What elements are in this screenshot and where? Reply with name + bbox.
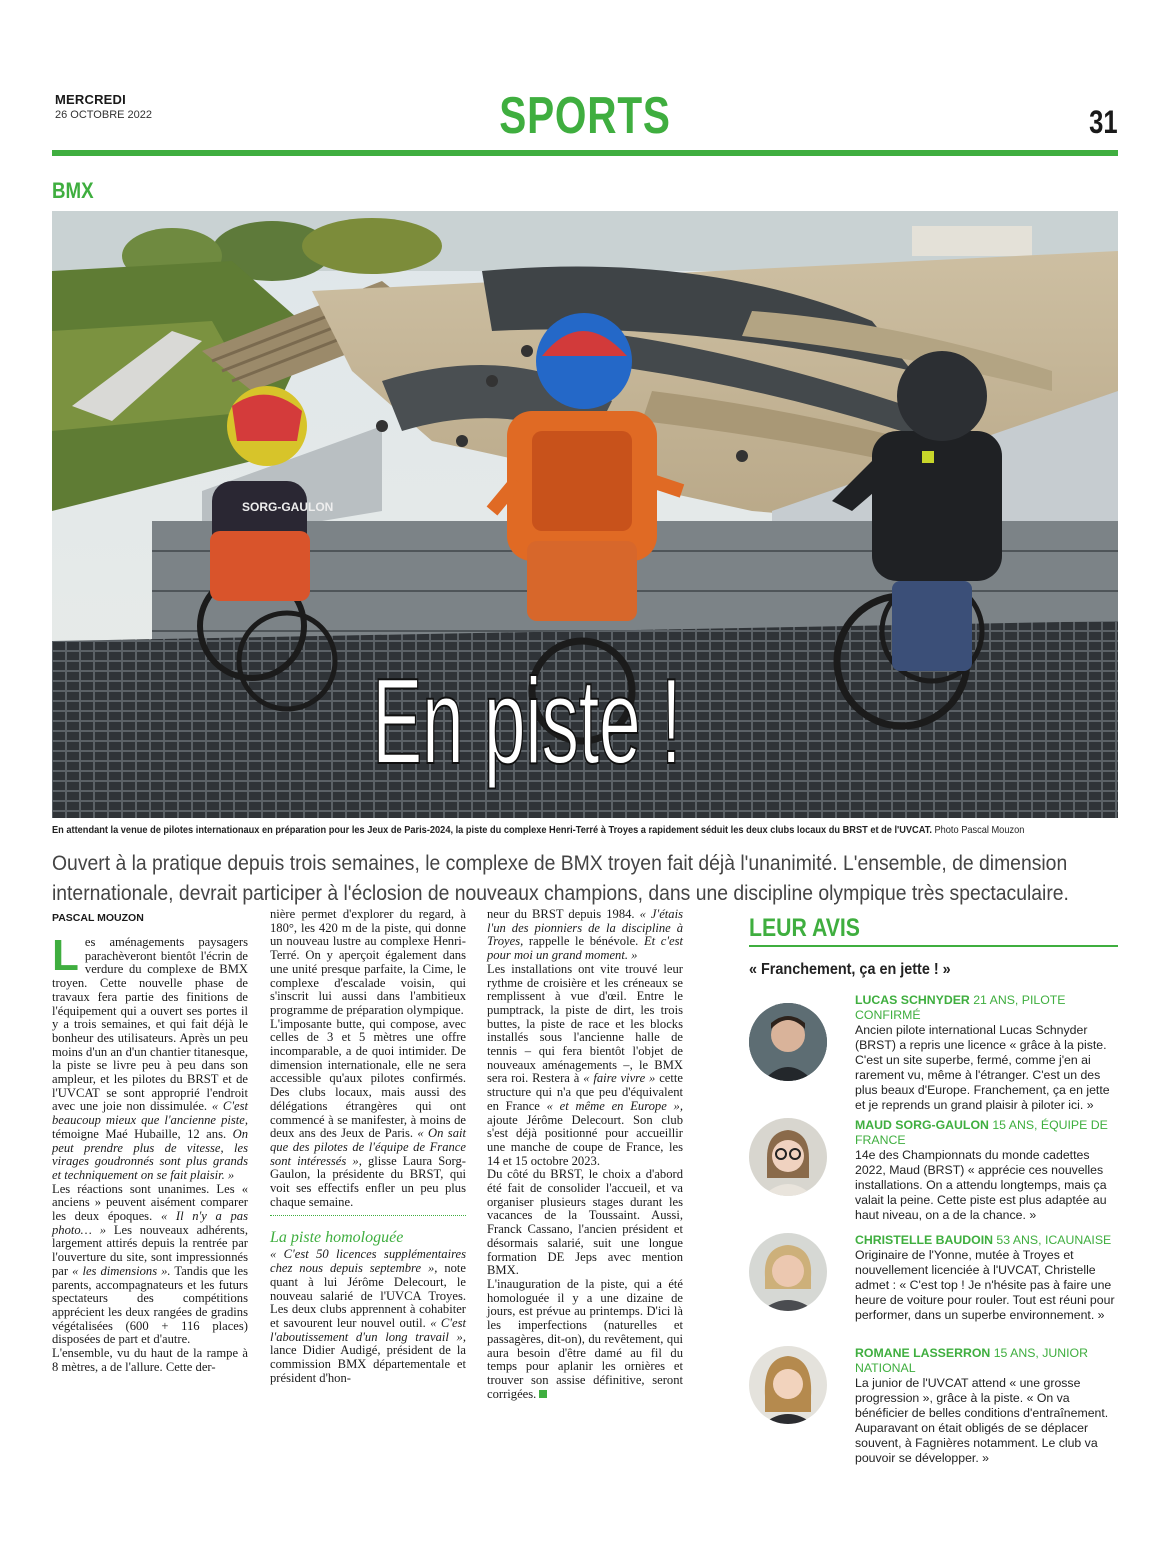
- main-photo: [52, 211, 1118, 818]
- edition-date: 26 OCTOBRE 2022: [55, 109, 153, 121]
- avatar: [749, 1003, 827, 1081]
- sidebar-headline: « Franchement, ça en jette ! »: [749, 961, 951, 978]
- rubric-label: BMX: [52, 178, 94, 203]
- opinion-text: ROMANE LASSERRON 15 ANS, JUNIOR NATIONAL La junior de l'UVCAT attend « une grosse progression », grâce à la piste. « On va bénéficier de belles conditions d'entraînement. Auparavant on était obligés de se déplacer souvent, à Fagnières notamment. Le club va pouvoir se développer. »: [855, 1346, 1109, 1465]
- article-column-3: [487, 908, 683, 1401]
- paragraph: Du côté du BRST, le choix a d'abord été fait de consolider l'accueil, et va organiser plusieurs stages durant les vacances de la Toussaint. Aussi, Franck Cassano, l'ancien président et désormais salarié, suit une longue formation DE Jeps avec mention BMX.: [487, 1167, 683, 1278]
- subheading: La piste homologuée: [270, 1215, 466, 1248]
- avatar: [749, 1346, 827, 1424]
- paragraph: nière permet d'explorer du regard, à 180°, les 420 m de la piste, qui donne un nouveau lustre au complexe Henri-Terré. On y aperçoit également dans une unité presque parfaite, la Cime, le complexe d'escalade voisin, qui s'inscrit lui aussi dans l'ambitieux programme de préparation olympique.: [270, 907, 466, 1017]
- paragraph: L'imposante butte, qui compose, avec celles de 3 et 5 mètres une offre incomparable, a de quoi intimider. De dimension internationale, elle ne sera accessible qu'aux pilotes confirmés. Des clubs locaux, mais aussi des délégations étrangères qui ont commencé à se manifester, à moins de deux ans des Jeux de Paris. « On sait que des pilotes de l'équipe de France sont intéressés », glisse Laura Sorg-Gaulon, la présidente du BRST, qui voit ses effectifs enfler un peu plus chaque semaine.: [270, 1016, 466, 1209]
- paragraph: Les réactions sont unanimes. Les « anciens » peuvent aisément comparer les deux époques. « Il n'y a pas photo… » Les nouveaux adhérents, largement attirés depuis la rentrée par l'ouverture du site, sont impressionnés par « les dimensions ». Tandis que les parents, accompagnateurs et les futurs spectateurs des compétitions apprécient les deux rangées de gradins végétalisées (600 + 116 places) disposées de part et d'autre.: [52, 1181, 248, 1347]
- paragraph: Les aménagements paysagers parachèveront bientôt l'écrin de verdure du complexe de BMX troyen. Cette nouvelle phase de travaux fera partie des finitions de l'équipement qui a ouvert ses portes il y a trois semaines, et qui fait déjà le bonheur des utilisateurs. Après un peu moins d'un an d'un chantier titanesque, la piste se livre peu à peu dans son ampleur, et les pilotes du BRST et de l'UVCAT se sont approprié l'endroit avec une joie non dissimulée. « C'est beaucoup mieux que l'ancienne piste, témoigne Maé Hubaille, 12 ans. On peut prendre plus de vitesse, les virages goudronnés sont plus grands et techniquement on se fait plaisir. »: [52, 931, 248, 1182]
- opinion-text: MAUD SORG-GAULON 15 ANS, ÉQUIPE DE FRANCE 14e des Championnats du monde cadettes 2022, Maud (BRST) « apprécie ces nouvelles installations. On a attendu longtemps, mais ça valait la peine. Cette piste est plus adaptée au haut niveau, on a de la chance. »: [855, 1118, 1108, 1222]
- page-number: 31: [1089, 104, 1118, 140]
- paragraph: L'inauguration de la piste, qui a été homologuée il y a une dizaine de jours, est prévue au printemps. D'ici là les imperfections (naturelles et passagères, dit-on), du revêtement, qui aura besoin d'être damé au fil du temps pour aplanir les ornières et trouver son assise définitive, seront corrigées.: [487, 1276, 683, 1401]
- paragraph: Les installations ont vite trouvé leur rythme de croisière et les créneaux se remplissent à vue d'œil. Entre le pumptrack, la piste de dirt, les trois buttes, la piste de race et les blocks installés sous l'ancienne halle de tennis – qui fera bientôt l'objet de nouveaux aménagements –, le BMX sera roi. Restera à « faire vivre » cette structure qui n'a que peu d'équivalent en France « et même en Europe », ajoute Jérôme Delecourt. Son club s'est déjà positionné pour accueillir une manche de coupe de France, les 14 et 15 octobre 2023.: [487, 961, 683, 1168]
- sidebar-rule: [749, 945, 1118, 947]
- sidebar-title: LEUR AVIS: [749, 914, 860, 942]
- opinion-text: LUCAS SCHNYDER 21 ANS, PILOTE CONFIRMÉ Ancien pilote international Lucas Schnyder (BRST) a repris une licence « grâce à la piste. C'est un site superbe, fermé, comme j'en ai rarement vu, même à l'étranger. C'est un des plus beaux d'Europe. Franchement, ça en jette et je reprends un grand plaisir à piloter ici. »: [855, 993, 1110, 1112]
- article-column-1: [52, 931, 248, 1375]
- section-title: SPORTS: [499, 87, 671, 145]
- svg-text:SORG-GAULON: SORG-GAULON: [242, 500, 334, 514]
- drop-cap: L: [52, 931, 79, 980]
- paragraph: « C'est 50 licences supplémentaires chez nous depuis septembre », note quant à lui Jérôme Delecourt, le nouveau salarié de l'UVCA Troyes. Les deux clubs apprennent à cohabiter et savourent leur nouvel outil. « C'est l'aboutissement d'un long travail », lance Didier Audigé, président de la commission BMX départementale et président d'hon-: [270, 1247, 466, 1385]
- photo-caption: [52, 824, 1025, 836]
- article-standfirst: Ouvert à la pratique depuis trois semaines, le complexe de BMX troyen fait déjà l'unanimité. L'ensemble, de dimension internationale, devrait participer à l'éclosion de nouveaux champions, dans une discipline olympique très spectaculaire.: [52, 851, 1069, 905]
- sidebar-opinions: [749, 914, 1118, 979]
- paragraph: L'ensemble, vu du haut de la rampe à 8 mètres, a de l'allure. Cette der-: [52, 1346, 248, 1374]
- article-column-2: [270, 908, 466, 1386]
- header-rule: [52, 150, 1118, 156]
- avatar: [749, 1233, 827, 1311]
- caption-text: En attendant la venue de pilotes internationaux en préparation pour les Jeux de Paris-2024, la piste du complexe Henri-Terré à Troyes a rapidement séduit les deux clubs locaux du BRST et de l'UVCAT.: [52, 824, 932, 836]
- headline-overlay: En piste !: [372, 653, 682, 789]
- avatar: [749, 1118, 827, 1196]
- opinion-text: CHRISTELLE BAUDOIN 53 ANS, ICAUNAISE Originaire de l'Yonne, mutée à Troyes et nouvellement licenciée à l'UVCAT, Christelle admet : « C'est top ! Je n'hésite pas à faire une heure de voiture pour rouler. Tout est réuni pour performer, dans un superbe environnement. »: [855, 1233, 1115, 1322]
- byline: PASCAL MOUZON: [52, 912, 144, 924]
- paragraph: neur du BRST depuis 1984. « J'étais l'un des pionniers de la discipline à Troyes, rappelle le bénévole. Et c'est pour moi un grand moment. »: [487, 907, 684, 963]
- edition-day: MERCREDI: [55, 92, 126, 107]
- photo-credit: Photo Pascal Mouzon: [934, 824, 1025, 836]
- end-mark-icon: [539, 1390, 547, 1398]
